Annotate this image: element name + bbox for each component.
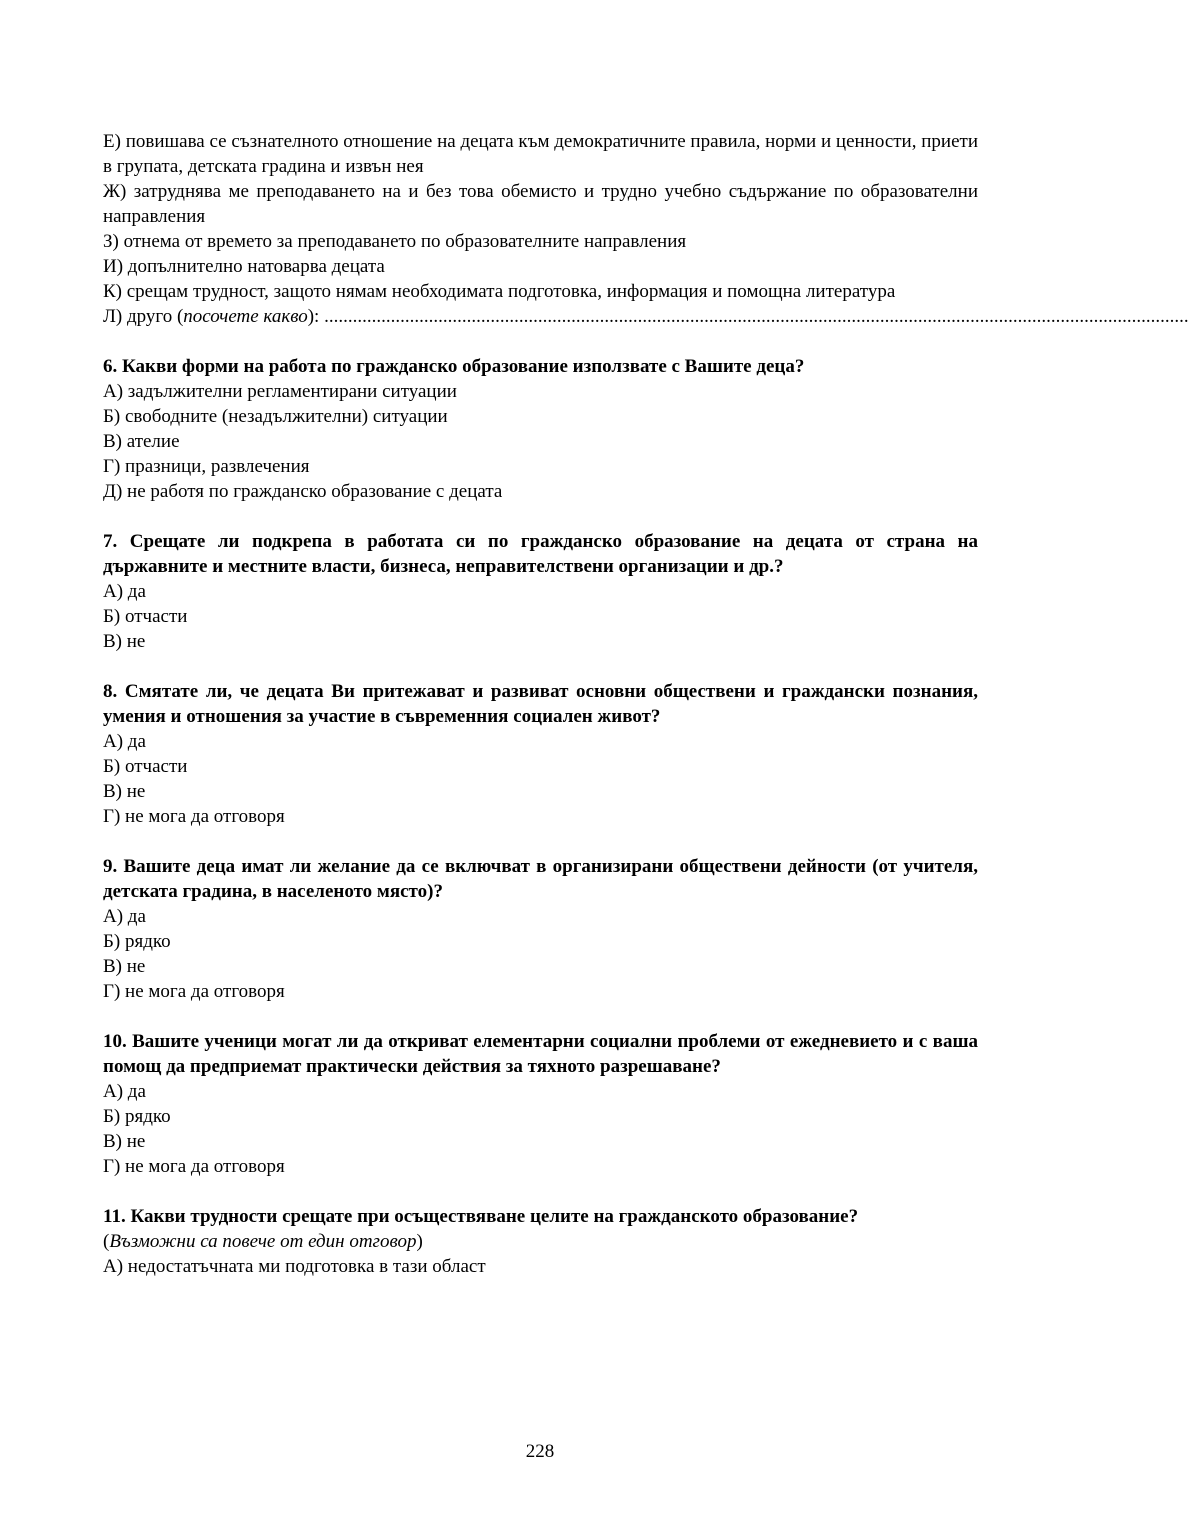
answer-option: Г) не мога да отговоря [103,1156,285,1177]
answer-option: Б) рядко [103,931,171,952]
answer-option: А) недостатъчната ми подготовка в тази област [103,1256,486,1277]
note-open-paren: ( [103,1231,110,1252]
option-l-italic: посочете какво [183,306,308,327]
option-e: Е) повишава се съзнателното отношение на децата към демократичните правила, норми и ценности, приети в групата, детската градина и извън нея [103,131,978,177]
question-title: 7. Срещате ли подкрепа в работата си по гражданско образование на децата от страна на държавните и местните власти, бизнеса, неправителствени организации и др.? [103,531,978,577]
question-title: 8. Смятате ли, че децата Ви притежават и развиват основни обществени и граждански познания, умения и отношения за участие в съвременния социален живот? [103,681,978,727]
question-title: 11. Какви трудности срещате при осъществяване целите на гражданското образование? [103,1206,859,1227]
option-l-other [103,304,1189,329]
answer-option: А) да [103,731,146,752]
answer-option: А) задължителни регламентирани ситуации [103,381,457,402]
question-6 [103,354,978,504]
question-note [103,1229,978,1254]
question-title: 9. Вашите деца имат ли желание да се включват в организирани обществени дейности (от учителя, детската градина, в населеното място)? [103,856,978,902]
answer-option: А) да [103,581,146,602]
answer-option: Г) не мога да отговоря [103,806,285,827]
option-l-suffix: ): [307,306,325,327]
document-body [103,129,1189,1279]
answer-option: В) не [103,1131,146,1152]
fill-in-dots: ...................................................................................................................................................................................... [324,306,1189,327]
answer-option: В) не [103,781,146,802]
answer-option: Б) свободните (незадължителни) ситуации [103,406,448,427]
option-k: К) срещам трудност, защото нямам необходимата подготовка, информация и помощна литература [103,281,896,302]
question-9 [103,854,978,1004]
note-close-paren: ) [416,1231,423,1252]
answer-option: Г) празници, развлечения [103,456,310,477]
answer-option: Б) рядко [103,1106,171,1127]
answer-option: В) не [103,631,146,652]
answer-option: Б) отчасти [103,756,188,777]
option-z: З) отнема от времето за преподаването по образователните направления [103,231,687,252]
question-10 [103,1029,978,1179]
question-title: 6. Какви форми на работа по гражданско образование използвате с Вашите деца? [103,356,805,377]
note-italic: Възможни са повече от един отговор [109,1231,417,1252]
question-11 [103,1204,978,1279]
answer-option: А) да [103,1081,146,1102]
option-l-prefix: Л) друго ( [103,306,184,327]
answer-option: Г) не мога да отговоря [103,981,285,1002]
question-7 [103,529,978,654]
answer-option: Б) отчасти [103,606,188,627]
answer-option: Д) не работя по гражданско образование с децата [103,481,503,502]
option-i: И) допълнително натоварва децата [103,256,385,277]
question-title: 10. Вашите ученици могат ли да откриват елементарни социални проблеми от ежедневието и с ваша помощ да предприемат практически действия за тяхното разрешаване? [103,1031,978,1077]
answer-option: В) не [103,956,146,977]
question-8 [103,679,978,829]
page-number: 228 [525,1441,555,1462]
answer-option: А) да [103,906,146,927]
option-zh: Ж) затруднява ме преподаването на и без това обемисто и трудно учебно съдържание по образователни направления [103,181,978,227]
answer-option: В) ателие [103,431,180,452]
